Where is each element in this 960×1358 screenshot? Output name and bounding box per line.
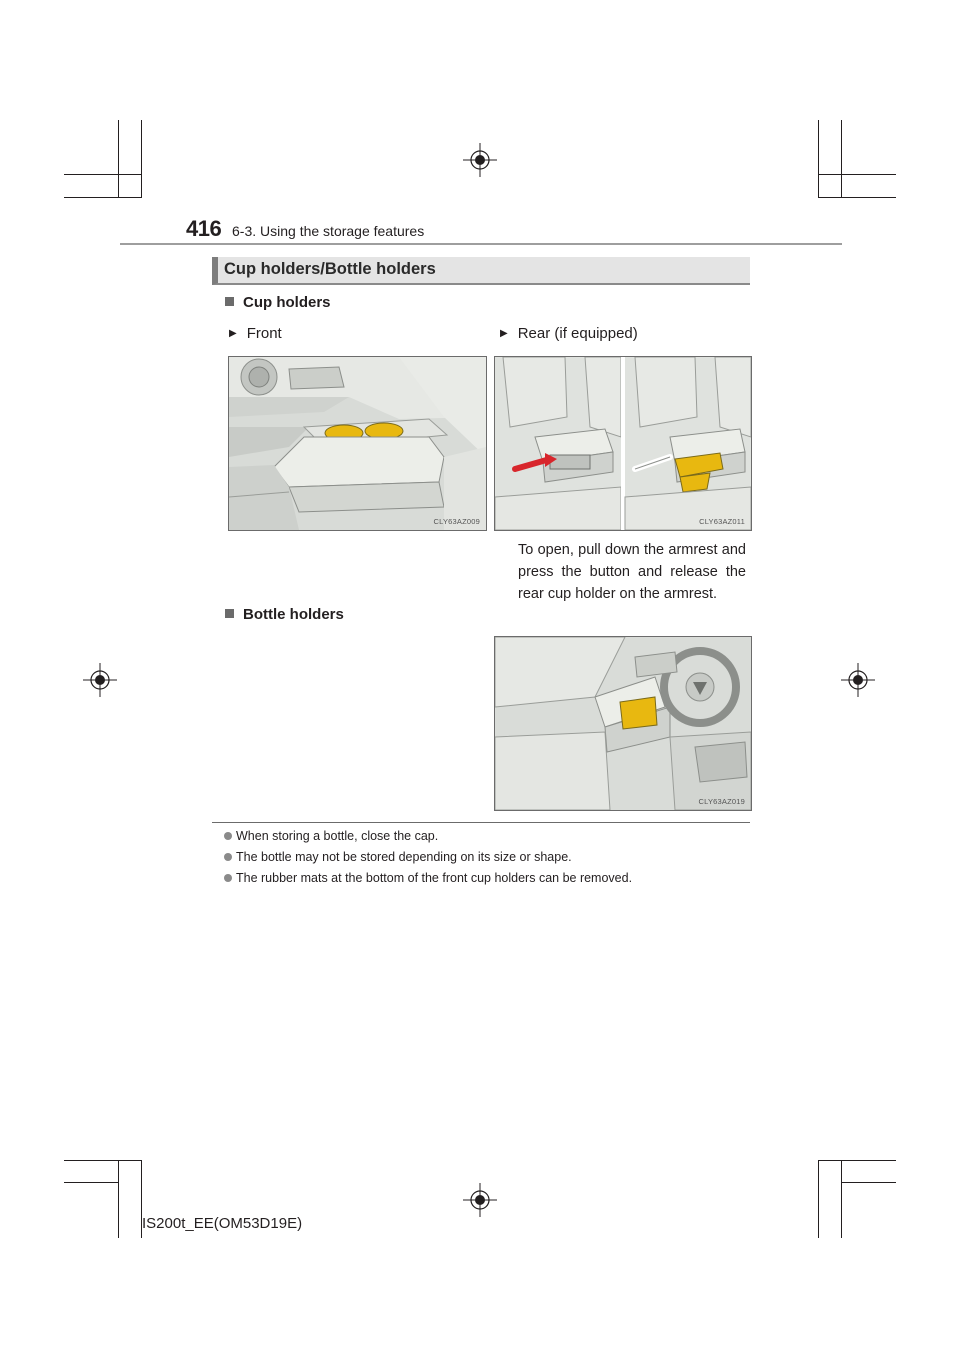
square-bullet-icon xyxy=(225,609,234,618)
section-title: 6-3. Using the storage features xyxy=(232,223,425,239)
page-heading: Cup holders/Bottle holders xyxy=(224,260,436,278)
bottle-holder-illustration xyxy=(494,636,752,811)
registration-target-icon xyxy=(463,1183,497,1217)
front-label xyxy=(229,325,282,342)
note-item xyxy=(224,829,438,843)
image-code: CLY63AZ011 xyxy=(699,517,745,526)
bottle-holders-title: Bottle holders xyxy=(243,606,344,623)
triangle-bullet-icon: ▶ xyxy=(500,328,508,339)
rear-label-text: Rear (if equipped) xyxy=(517,325,638,342)
bullet-dot-icon xyxy=(224,832,232,840)
rear-cup-holder-caption: To open, pull down the armrest and press the button and release the rear cup holder on the armrest. xyxy=(518,542,746,602)
note-item xyxy=(224,871,632,885)
bullet-dot-icon xyxy=(224,853,232,861)
rear-cup-holder-illustration xyxy=(494,356,752,531)
registration-target-icon xyxy=(463,143,497,177)
notes-rule xyxy=(212,822,750,823)
cup-holders-subheading xyxy=(225,294,331,311)
image-code: CLY63AZ019 xyxy=(698,797,745,806)
triangle-bullet-icon: ▶ xyxy=(229,328,237,339)
registration-target-icon xyxy=(83,663,117,697)
rear-label xyxy=(500,325,638,342)
note-item xyxy=(224,850,572,864)
note-text: The rubber mats at the bottom of the front cup holders can be removed. xyxy=(236,871,633,885)
header-rule xyxy=(120,243,842,245)
image-code: CLY63AZ009 xyxy=(433,517,480,526)
bottle-holders-subheading xyxy=(225,606,344,623)
cup-holders-title: Cup holders xyxy=(243,294,331,311)
square-bullet-icon xyxy=(225,297,234,306)
front-label-text: Front xyxy=(246,325,282,342)
bullet-dot-icon xyxy=(224,874,232,882)
registration-target-icon xyxy=(841,663,875,697)
note-text: The bottle may not be stored depending on its size or shape. xyxy=(236,850,572,864)
front-cup-holders-illustration xyxy=(228,356,487,531)
page-number: 416 xyxy=(186,216,222,241)
note-text: When storing a bottle, close the cap. xyxy=(236,829,439,843)
model-code: IS200t_EE(OM53D19E) xyxy=(142,1215,303,1232)
